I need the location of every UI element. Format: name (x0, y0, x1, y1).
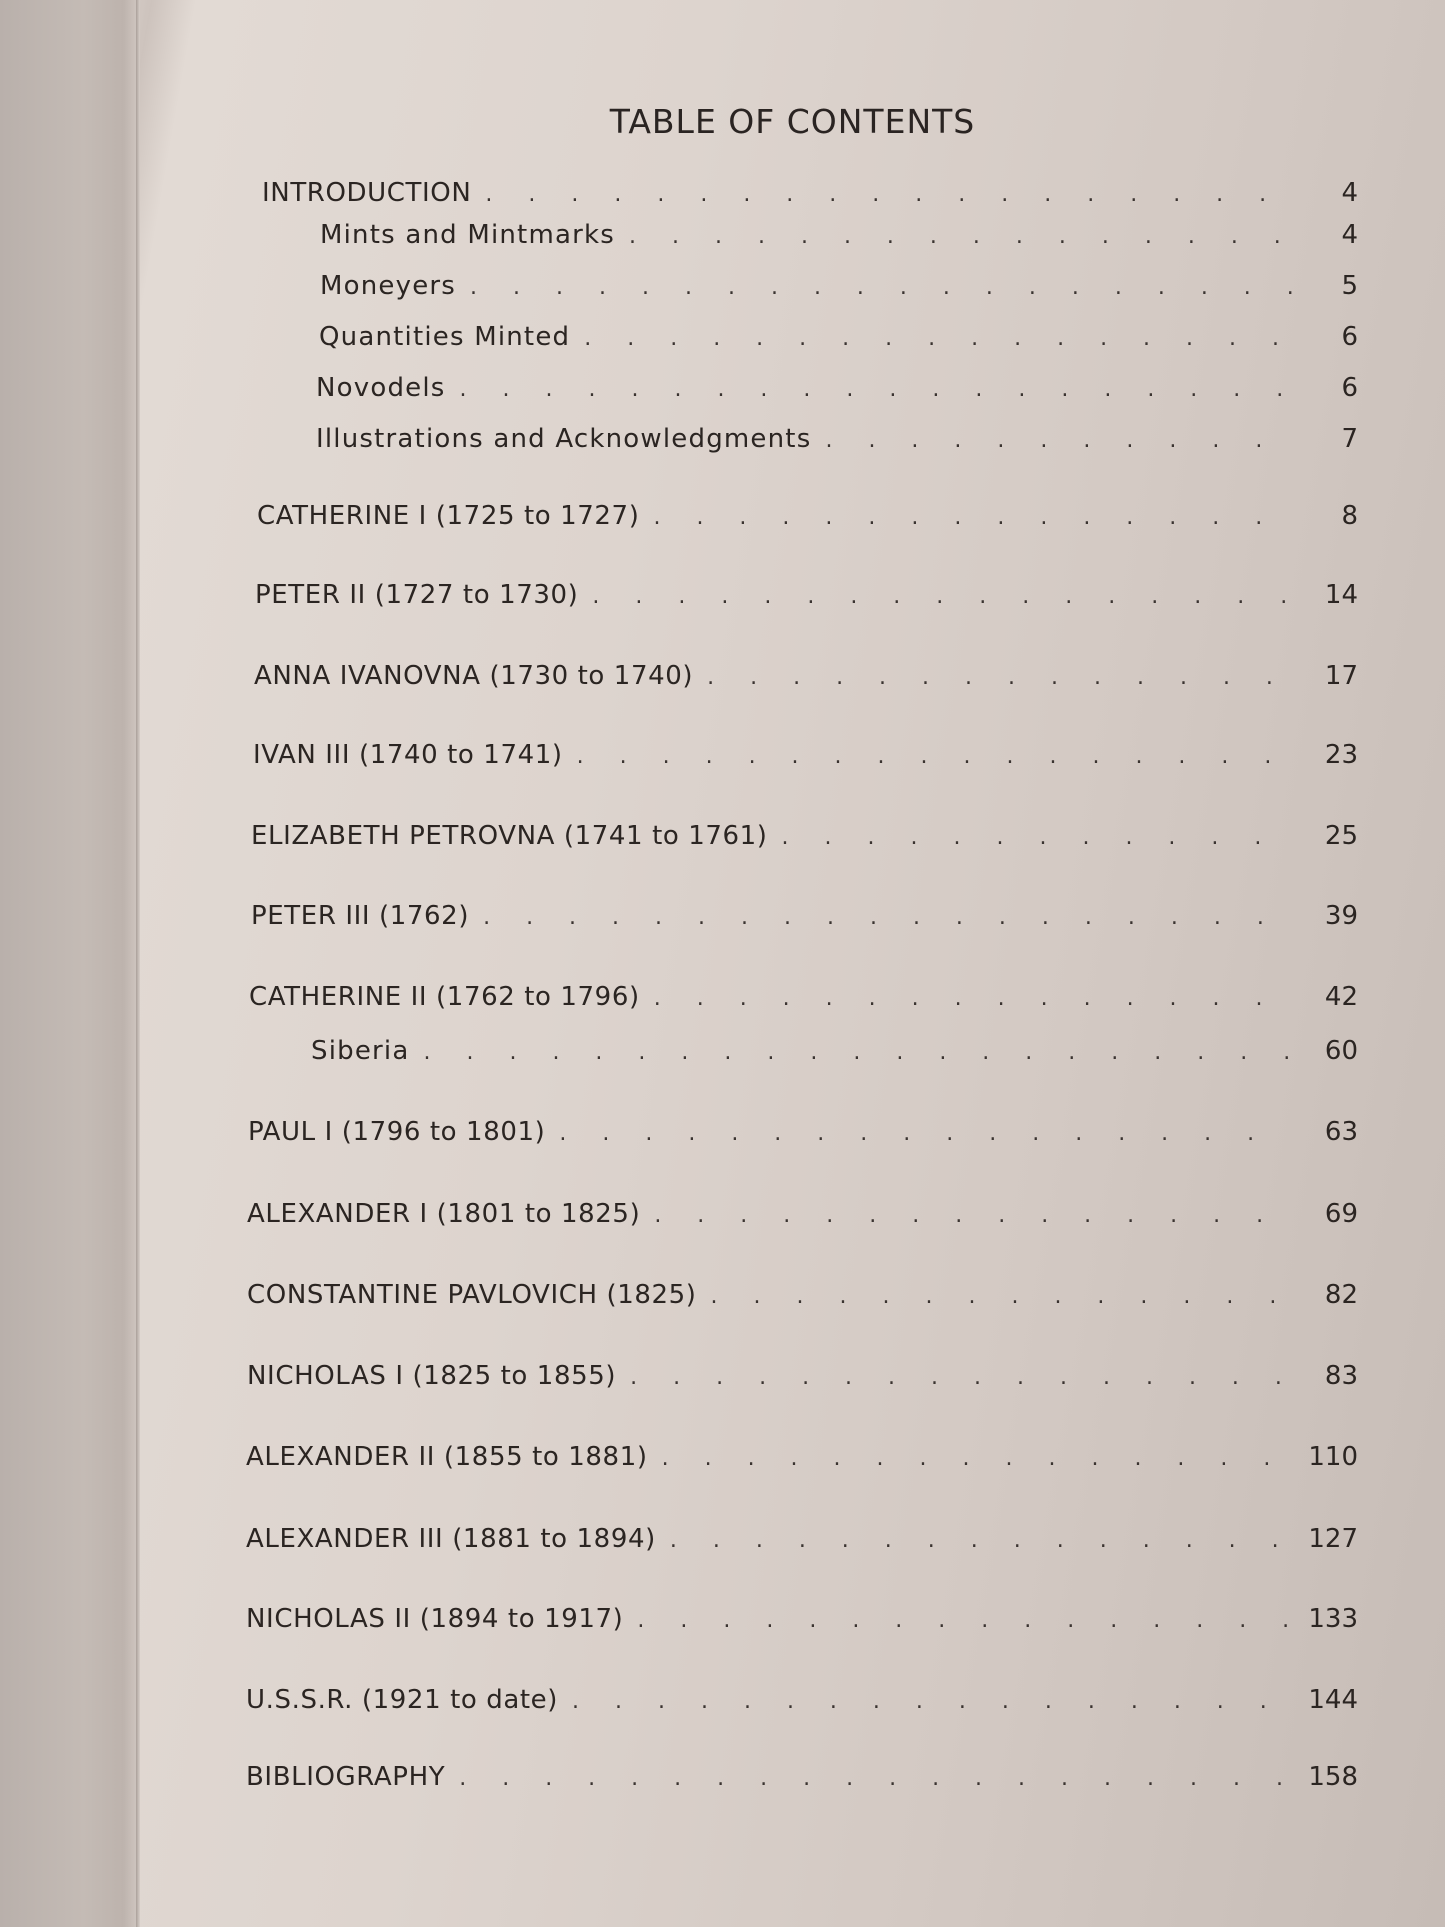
toc-entry (246, 1762, 1358, 1792)
toc-entry-page-number: 144 (1308, 1685, 1358, 1715)
dot-leader (782, 825, 1292, 850)
toc-entry (248, 1117, 1358, 1147)
toc-entry-page-number: 60 (1324, 1036, 1358, 1066)
dot-leader (825, 428, 1292, 453)
toc-entry (246, 1442, 1358, 1472)
toc-entry-page-number: 4 (1341, 178, 1358, 208)
dot-leader (707, 665, 1292, 690)
toc-entry-label: CATHERINE I (1725 to 1727) (257, 501, 640, 531)
toc-entry-label: PETER III (1762) (251, 901, 470, 931)
toc-entry-label: Illustrations and Acknowledgments (316, 424, 812, 454)
toc-entry (320, 220, 1358, 250)
dot-leader (654, 986, 1292, 1011)
toc-entry-label: NICHOLAS I (1825 to 1855) (247, 1361, 617, 1391)
dot-leader (670, 1528, 1292, 1553)
toc-entry-label: CATHERINE II (1762 to 1796) (249, 982, 640, 1012)
toc-entry-label: BIBLIOGRAPHY (246, 1762, 446, 1792)
toc-entry (262, 178, 1358, 208)
toc-entry (246, 1604, 1358, 1634)
toc-entry-label: NICHOLAS II (1894 to 1917) (246, 1604, 624, 1634)
toc-entry-page-number: 17 (1324, 661, 1358, 691)
dot-leader (423, 1040, 1292, 1065)
toc-entry-label: Quantities Minted (319, 322, 571, 352)
dot-leader (584, 326, 1292, 351)
book-gutter (0, 0, 140, 1927)
toc-entry-page-number: 83 (1324, 1361, 1358, 1391)
toc-entry (246, 1524, 1358, 1554)
toc-entry-page-number: 6 (1341, 322, 1358, 352)
toc-entry (247, 1199, 1358, 1229)
toc-entry-page-number: 69 (1324, 1199, 1358, 1229)
dot-leader (470, 275, 1292, 300)
toc-entry-label: Siberia (311, 1036, 410, 1066)
toc-entry-label: ALEXANDER II (1855 to 1881) (246, 1442, 648, 1472)
page-title: TABLE OF CONTENTS (609, 102, 976, 142)
toc-entry (246, 1685, 1358, 1715)
table-of-contents (140, 0, 1445, 1927)
toc-entry-page-number: 14 (1324, 580, 1358, 610)
toc-entry (319, 322, 1358, 352)
toc-entry-label: U.S.S.R. (1921 to date) (246, 1685, 559, 1715)
toc-entry-page-number: 5 (1341, 271, 1358, 301)
toc-entry-page-number: 6 (1341, 373, 1358, 403)
toc-entry-page-number: 110 (1308, 1442, 1358, 1472)
dot-leader (653, 505, 1292, 530)
toc-entry-label: ALEXANDER III (1881 to 1894) (246, 1524, 656, 1554)
toc-entry-label: PETER II (1727 to 1730) (255, 580, 579, 610)
toc-entry-page-number: 4 (1341, 220, 1358, 250)
toc-entry (257, 501, 1358, 531)
toc-entry-page-number: 127 (1308, 1524, 1358, 1554)
toc-entry-label: IVAN III (1740 to 1741) (253, 740, 563, 770)
dot-leader (483, 905, 1292, 930)
toc-entry-label: Novodels (316, 373, 446, 403)
toc-entry (249, 982, 1358, 1012)
dot-leader (662, 1446, 1292, 1471)
toc-entry (253, 740, 1358, 770)
toc-entry (254, 661, 1358, 691)
dot-leader (460, 377, 1292, 402)
toc-entry (320, 271, 1358, 301)
toc-entry-page-number: 8 (1341, 501, 1358, 531)
toc-entry-page-number: 63 (1324, 1117, 1358, 1147)
dot-leader (559, 1121, 1292, 1146)
dot-leader (637, 1608, 1292, 1633)
toc-entry-label: Mints and Mintmarks (320, 220, 616, 250)
toc-entry-page-number: 133 (1308, 1604, 1358, 1634)
toc-entry-page-number: 42 (1324, 982, 1358, 1012)
toc-entry (255, 580, 1358, 610)
toc-entry (247, 1280, 1358, 1310)
toc-entry (316, 373, 1358, 403)
toc-entry-page-number: 23 (1324, 740, 1358, 770)
toc-entry (251, 901, 1358, 931)
toc-entry-page-number: 7 (1341, 424, 1358, 454)
dot-leader (485, 182, 1292, 207)
book-page (140, 0, 1445, 1927)
dot-leader (711, 1284, 1292, 1309)
toc-entry-page-number: 39 (1324, 901, 1358, 931)
toc-entry-label: Moneyers (320, 271, 457, 301)
dot-leader (654, 1203, 1292, 1228)
toc-entry-page-number: 82 (1324, 1280, 1358, 1310)
toc-entry-label: ELIZABETH PETROVNA (1741 to 1761) (251, 821, 768, 851)
toc-entry-label: CONSTANTINE PAVLOVICH (1825) (247, 1280, 697, 1310)
toc-entry-label: PAUL I (1796 to 1801) (248, 1117, 546, 1147)
dot-leader (572, 1689, 1292, 1714)
toc-entry-label: INTRODUCTION (262, 178, 472, 208)
dot-leader (459, 1766, 1292, 1791)
toc-entry (311, 1036, 1358, 1066)
toc-entry (316, 424, 1358, 454)
toc-entry (251, 821, 1358, 851)
toc-entry-label: ANNA IVANOVNA (1730 to 1740) (254, 661, 694, 691)
dot-leader (577, 744, 1292, 769)
toc-entry-label: ALEXANDER I (1801 to 1825) (247, 1199, 641, 1229)
dot-leader (629, 224, 1292, 249)
dot-leader (630, 1365, 1292, 1390)
toc-entry-page-number: 158 (1308, 1762, 1358, 1792)
dot-leader (592, 584, 1292, 609)
toc-entry (247, 1361, 1358, 1391)
toc-entry-page-number: 25 (1324, 821, 1358, 851)
